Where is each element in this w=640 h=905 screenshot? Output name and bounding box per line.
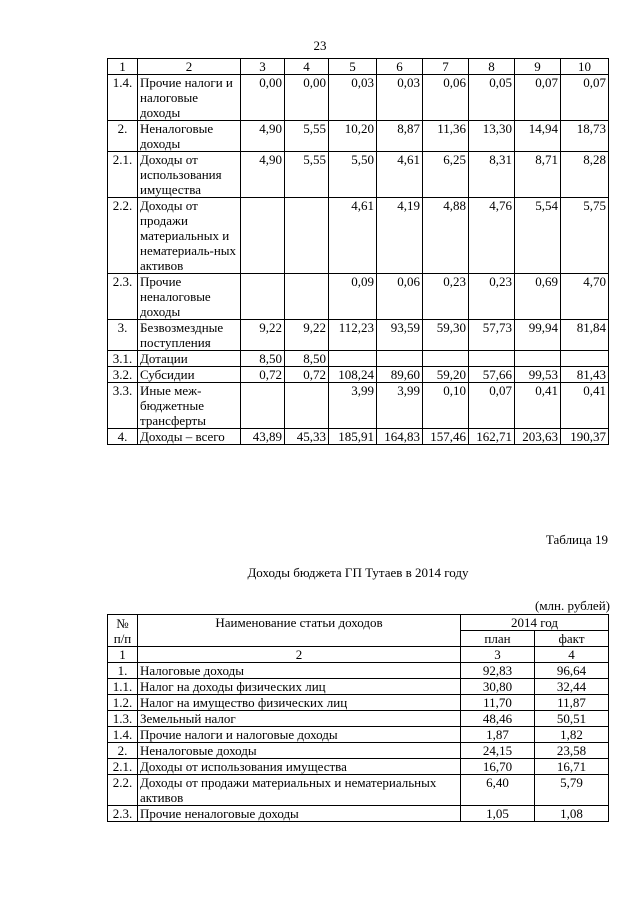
value-cell: 4,19 [377,198,423,274]
row-number: 2. [108,121,138,152]
value-cell: 59,20 [423,367,469,383]
value-cell: 185,91 [329,429,377,445]
table-row [108,367,609,383]
row-name: Безвозмездные поступления [138,320,241,351]
fact-value: 5,79 [535,775,609,806]
value-cell: 8,50 [241,351,285,367]
row-name: Неналоговые доходы [138,121,241,152]
value-cell: 57,73 [469,320,515,351]
value-cell: 5,54 [515,198,561,274]
value-cell: 0,72 [285,367,329,383]
table-row [108,198,609,274]
row-number: 2.1. [108,759,138,775]
plan-value: 11,70 [461,695,535,711]
value-cell: 203,63 [515,429,561,445]
value-cell: 4,88 [423,198,469,274]
value-cell [285,198,329,274]
table-row [108,75,609,121]
value-cell: 5,55 [285,152,329,198]
table-row [108,679,609,695]
value-cell [241,274,285,320]
column-index: 10 [561,59,609,75]
row-number: 2.3. [108,274,138,320]
row-name: Доходы от продажи материальных и нематериальных активов [138,775,461,806]
value-cell [423,351,469,367]
value-cell: 8,31 [469,152,515,198]
row-name: Доходы от использования имущества [138,759,461,775]
value-cell: 59,30 [423,320,469,351]
value-cell: 43,89 [241,429,285,445]
budget-2014-table [107,614,609,822]
value-cell: 5,55 [285,121,329,152]
row-name: Субсидии [138,367,241,383]
col-year-header: 2014 год [461,615,609,631]
value-cell [285,274,329,320]
fact-value: 32,44 [535,679,609,695]
value-cell: 8,71 [515,152,561,198]
value-cell: 4,90 [241,121,285,152]
column-index: 1 [108,59,138,75]
value-cell: 0,09 [329,274,377,320]
value-cell: 0,03 [329,75,377,121]
header-row-1 [108,615,609,631]
column-index: 1 [108,647,138,663]
row-number: 1.4. [108,75,138,121]
value-cell: 0,05 [469,75,515,121]
column-index: 2 [138,59,241,75]
column-index: 7 [423,59,469,75]
plan-value: 1,87 [461,727,535,743]
row-name: Прочие неналоговые доходы [138,806,461,822]
col-plan-header: план [461,631,535,647]
page-number: 23 [313,38,327,53]
value-cell: 5,75 [561,198,609,274]
plan-value: 24,15 [461,743,535,759]
row-name: Налоговые доходы [138,663,461,679]
value-cell: 164,83 [377,429,423,445]
value-cell: 190,37 [561,429,609,445]
fact-value: 1,82 [535,727,609,743]
value-cell: 5,50 [329,152,377,198]
table-row [108,759,609,775]
value-cell: 4,70 [561,274,609,320]
table-row [108,695,609,711]
plan-value: 92,83 [461,663,535,679]
value-cell [241,383,285,429]
row-number: 3.2. [108,367,138,383]
row-name: Прочие неналоговые доходы [138,274,241,320]
value-cell: 99,53 [515,367,561,383]
row-name: Доходы от продажи материальных и нематериаль-ных активов [138,198,241,274]
value-cell [329,351,377,367]
row-number: 1.1. [108,679,138,695]
row-number: 3.1. [108,351,138,367]
value-cell: 4,61 [329,198,377,274]
value-cell: 6,25 [423,152,469,198]
index-row [108,647,609,663]
plan-value: 1,05 [461,806,535,822]
value-cell: 0,10 [423,383,469,429]
row-name: Налог на доходы физических лиц [138,679,461,695]
table-row [108,383,609,429]
value-cell: 0,03 [377,75,423,121]
row-number: 1. [108,663,138,679]
value-cell: 112,23 [329,320,377,351]
row-number: 2.3. [108,806,138,822]
column-index: 3 [461,647,535,663]
value-cell: 0,69 [515,274,561,320]
value-cell [561,351,609,367]
fact-value: 1,08 [535,806,609,822]
value-cell: 108,24 [329,367,377,383]
value-cell: 0,00 [241,75,285,121]
fact-value: 11,87 [535,695,609,711]
row-number: 3.3. [108,383,138,429]
value-cell: 13,30 [469,121,515,152]
table-row [108,775,609,806]
fact-value: 96,64 [535,663,609,679]
table-row [108,711,609,727]
value-cell [377,351,423,367]
row-name: Налог на имущество физических лиц [138,695,461,711]
fact-value: 16,71 [535,759,609,775]
value-cell: 4,61 [377,152,423,198]
plan-value: 6,40 [461,775,535,806]
row-name: Дотации [138,351,241,367]
row-number: 4. [108,429,138,445]
row-name: Прочие налоги и налоговые доходы [138,727,461,743]
value-cell: 162,71 [469,429,515,445]
row-number: 2.2. [108,198,138,274]
value-cell: 0,07 [515,75,561,121]
table-title: Доходы бюджета ГП Тутаев в 2014 году [247,565,469,580]
column-index: 4 [535,647,609,663]
row-number: 1.4. [108,727,138,743]
value-cell: 157,46 [423,429,469,445]
value-cell: 89,60 [377,367,423,383]
value-cell [515,351,561,367]
table-row [108,274,609,320]
value-cell: 8,87 [377,121,423,152]
row-name: Доходы от использования имущества [138,152,241,198]
value-cell: 81,43 [561,367,609,383]
table-row [108,351,609,367]
col-fact-header: факт [535,631,609,647]
header-row [108,59,609,75]
table-row [108,727,609,743]
value-cell [285,383,329,429]
value-cell: 3,99 [377,383,423,429]
table-row [108,320,609,351]
value-cell: 14,94 [515,121,561,152]
value-cell: 0,06 [377,274,423,320]
column-index: 4 [285,59,329,75]
value-cell [469,351,515,367]
column-index: 2 [138,647,461,663]
row-number: 1.2. [108,695,138,711]
table-row [108,806,609,822]
plan-value: 48,46 [461,711,535,727]
value-cell: 93,59 [377,320,423,351]
table-row [108,743,609,759]
value-cell: 0,23 [469,274,515,320]
row-number: 2. [108,743,138,759]
value-cell: 0,06 [423,75,469,121]
value-cell: 0,41 [561,383,609,429]
column-index: 6 [377,59,423,75]
table-row [108,663,609,679]
table-row [108,429,609,445]
value-cell: 8,50 [285,351,329,367]
value-cell: 57,66 [469,367,515,383]
value-cell: 0,07 [469,383,515,429]
value-cell: 45,33 [285,429,329,445]
row-name: Неналоговые доходы [138,743,461,759]
value-cell: 18,73 [561,121,609,152]
plan-value: 30,80 [461,679,535,695]
col-name-header: Наименование статьи доходов [138,615,461,647]
table-row [108,121,609,152]
column-index: 9 [515,59,561,75]
value-cell: 11,36 [423,121,469,152]
row-number: 2.2. [108,775,138,806]
column-index: 3 [241,59,285,75]
row-number: 1.3. [108,711,138,727]
value-cell: 9,22 [241,320,285,351]
value-cell: 99,94 [515,320,561,351]
column-index: 8 [469,59,515,75]
value-cell: 0,41 [515,383,561,429]
value-cell: 8,28 [561,152,609,198]
fact-value: 23,58 [535,743,609,759]
row-name: Иные меж-бюджетные трансферты [138,383,241,429]
value-cell: 4,90 [241,152,285,198]
income-dynamics-table [107,58,609,445]
plan-value: 16,70 [461,759,535,775]
row-number: 2.1. [108,152,138,198]
value-cell: 3,99 [329,383,377,429]
value-cell [241,198,285,274]
table-row [108,152,609,198]
value-cell: 81,84 [561,320,609,351]
value-cell: 0,23 [423,274,469,320]
value-cell: 0,72 [241,367,285,383]
row-name: Прочие налоги и налоговые доходы [138,75,241,121]
row-name: Доходы – всего [138,429,241,445]
units-note: (млн. рублей) [535,598,610,613]
value-cell: 9,22 [285,320,329,351]
col-num-header: № п/п [108,615,138,647]
value-cell: 4,76 [469,198,515,274]
table-label: Таблица 19 [545,532,608,547]
column-index: 5 [329,59,377,75]
row-number: 3. [108,320,138,351]
value-cell: 0,07 [561,75,609,121]
fact-value: 50,51 [535,711,609,727]
value-cell: 0,00 [285,75,329,121]
value-cell: 10,20 [329,121,377,152]
row-name: Земельный налог [138,711,461,727]
